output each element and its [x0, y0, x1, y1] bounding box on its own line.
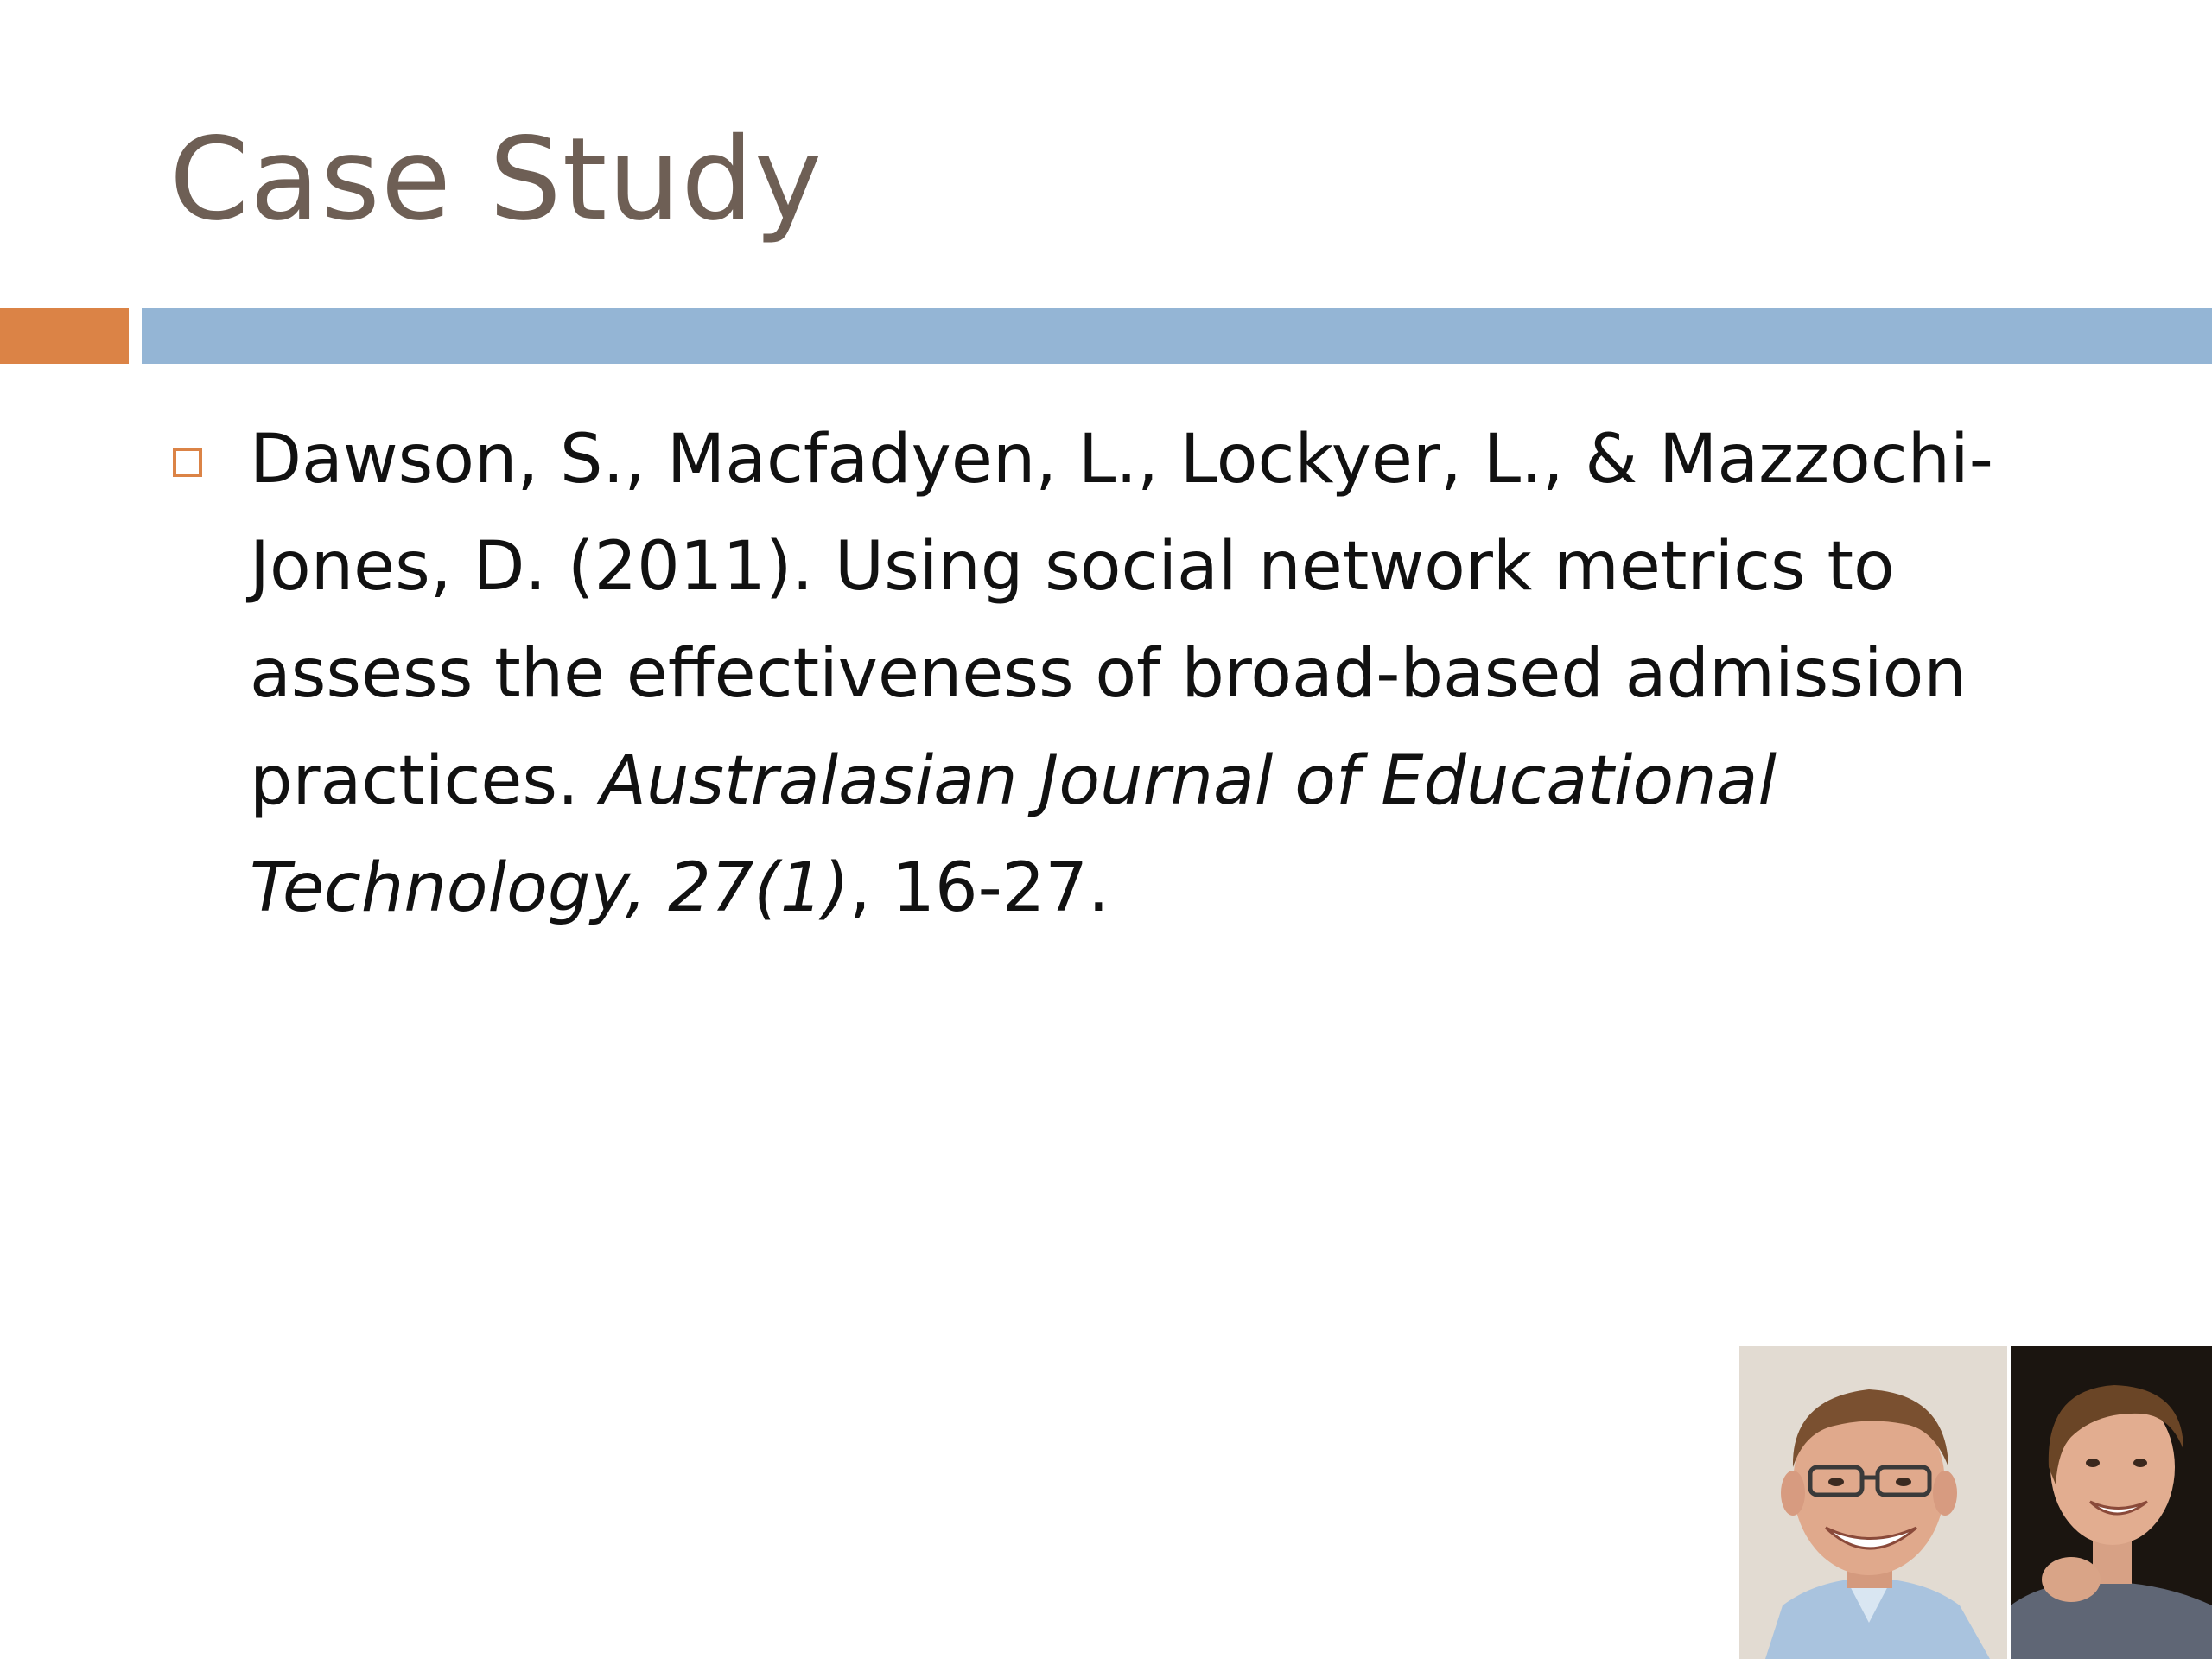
title-underline-blue: [142, 308, 2212, 364]
author-photo-man: [1739, 1346, 2007, 1659]
citation-authors-title: Dawson, S., Macfadyen, L., Lockyer, L., & Mazzochi-Jones, D. (2011). Using social network metrics to assess the effectiveness of broad-based admission practices.: [250, 421, 1993, 820]
slide-title: Case Study: [169, 113, 823, 246]
citation-text: [250, 406, 2116, 942]
citation-pages: , 16-27.: [849, 849, 1109, 927]
author-photo-woman-image: [2011, 1346, 2212, 1659]
citation-journal: Australasian Journal of Educational Technology, 27(1): [250, 742, 1777, 927]
author-photo-man-image: [1739, 1346, 2007, 1659]
title-underline-orange: [0, 308, 129, 364]
square-bullet-icon: [173, 448, 202, 477]
author-photo-woman: [2011, 1346, 2212, 1659]
